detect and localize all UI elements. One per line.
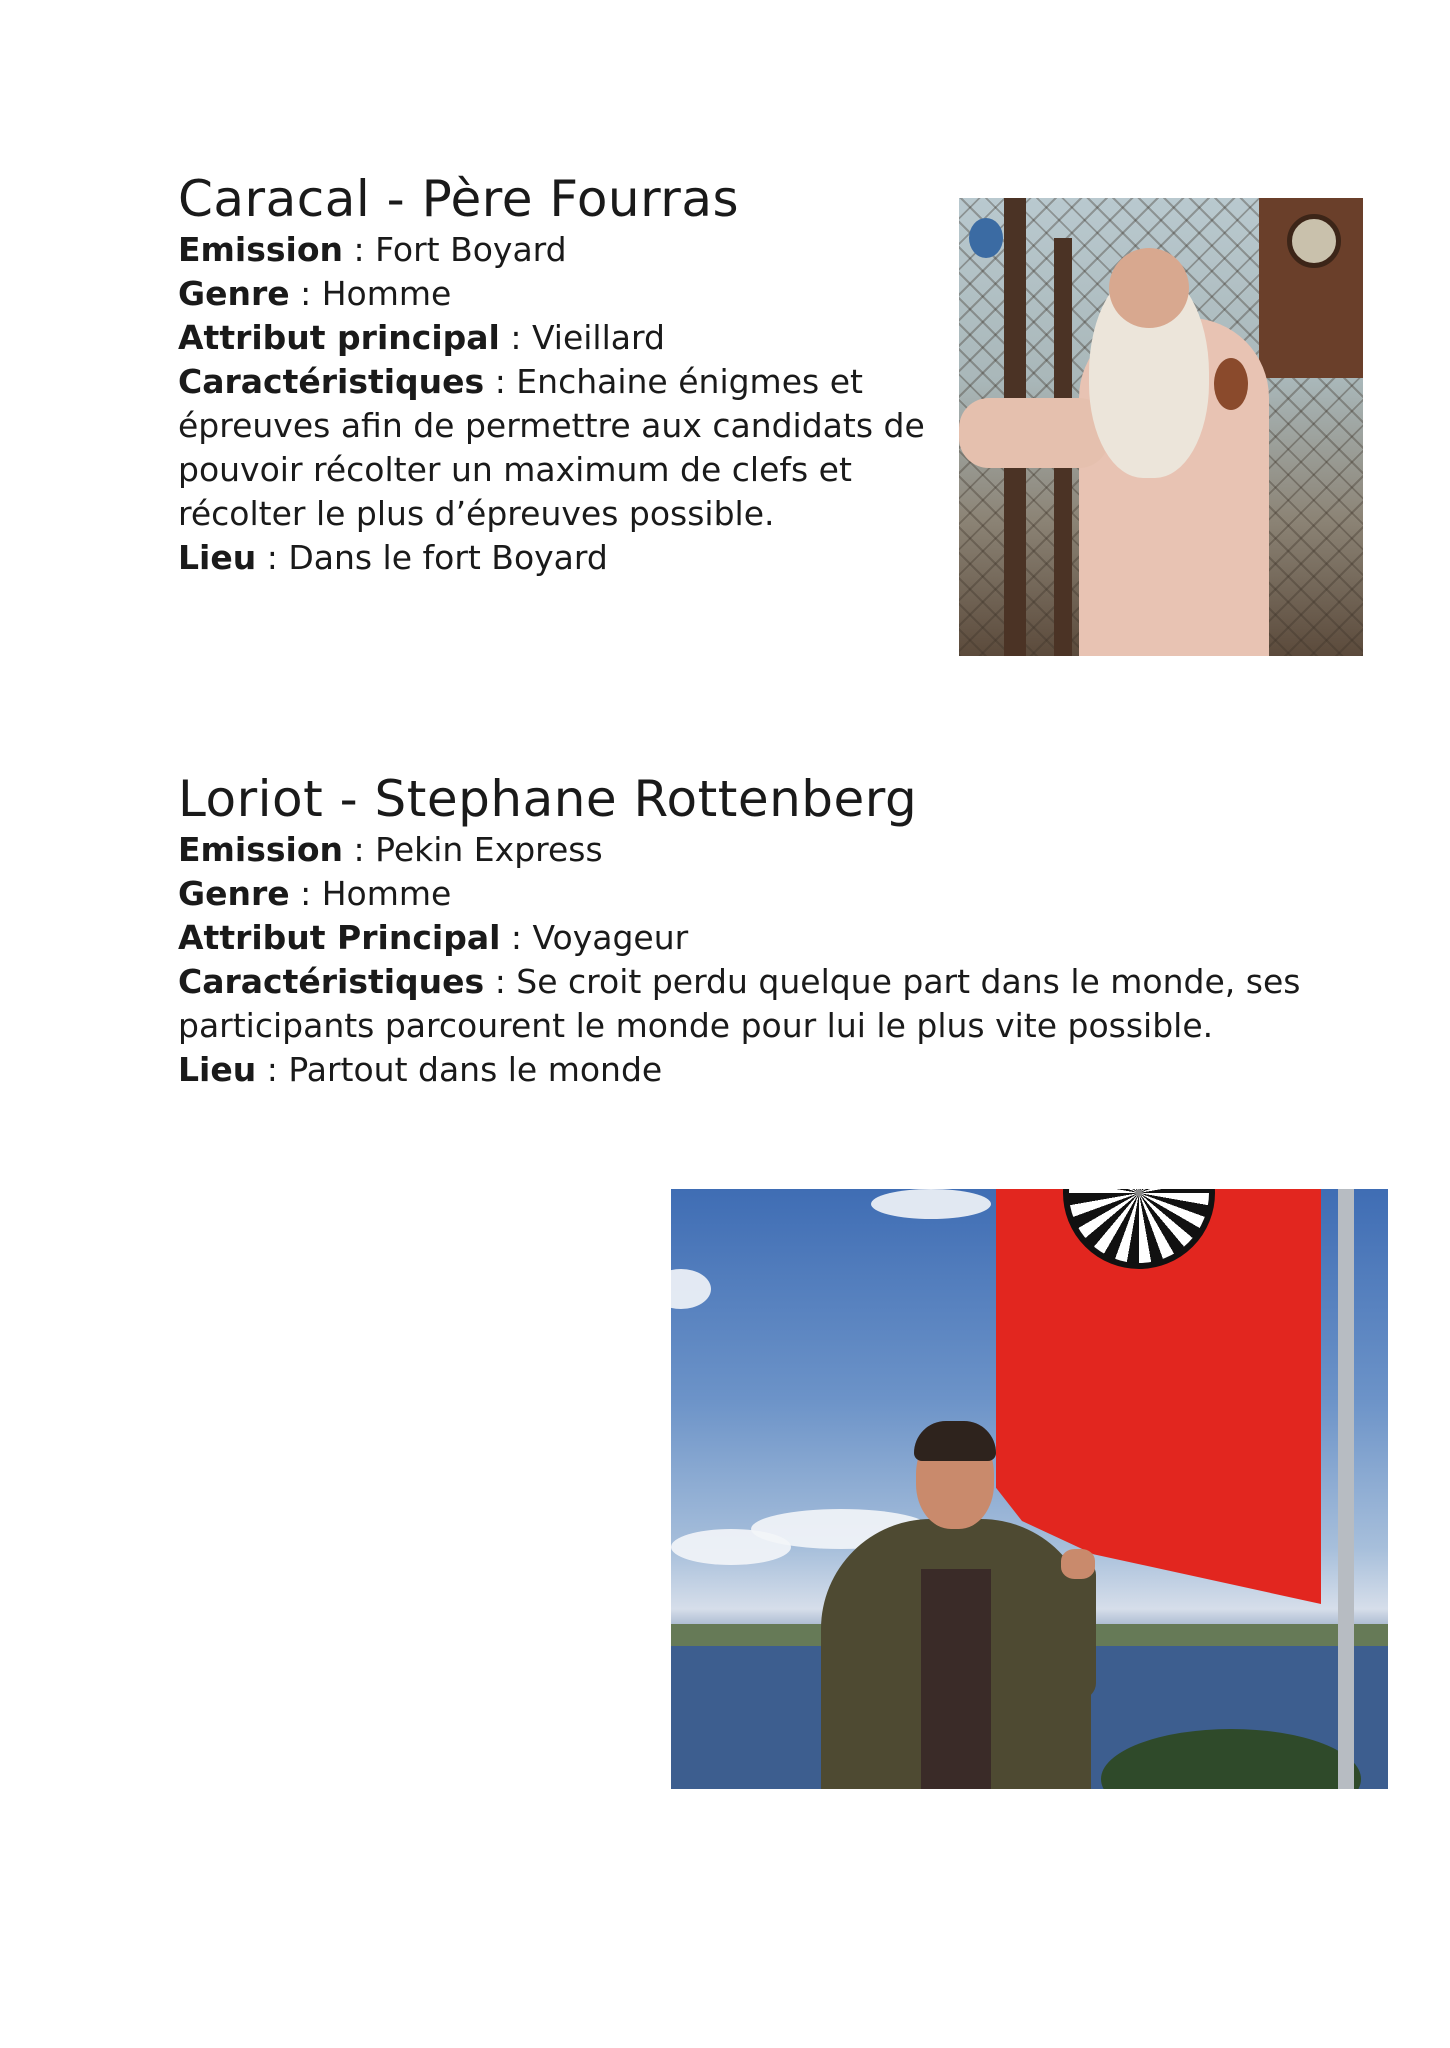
field-value: : Enchaine énigmes et épreuves afin de permettre aux candidats de pouvoir récolter un maximum de clefs et récolter le plus d’épreuves possible. — [178, 362, 925, 533]
field-value: : Fort Boyard — [343, 230, 567, 269]
field-value: : Se croit perdu quelque part dans le monde, ses participants parcourent le monde pour lui le plus vite possible. — [178, 962, 1301, 1045]
cloud — [671, 1529, 791, 1565]
cloud — [671, 1269, 711, 1309]
hand — [1061, 1549, 1095, 1579]
field-lieu — [178, 536, 938, 580]
field-value: : Homme — [289, 274, 452, 313]
field-label: Caractéristiques — [178, 362, 485, 401]
photo-pere-fourras — [959, 198, 1363, 656]
field-value: : Pekin Express — [343, 830, 603, 869]
photo-stephane-rottenberg — [671, 1189, 1388, 1789]
field-emission — [178, 828, 1308, 872]
field-value: : Dans le fort Boyard — [256, 538, 608, 577]
field-genre — [178, 272, 938, 316]
cloud — [871, 1189, 991, 1219]
field-caracteristiques — [178, 360, 938, 536]
field-lieu — [178, 1048, 1308, 1092]
field-label: Attribut principal — [178, 318, 500, 357]
face — [1109, 248, 1189, 328]
field-attribut — [178, 916, 1308, 960]
field-genre — [178, 872, 1308, 916]
outstretched-arm — [959, 398, 1109, 468]
porthole — [1287, 214, 1341, 268]
person-shirt — [921, 1569, 991, 1789]
field-label: Lieu — [178, 1050, 257, 1089]
field-label: Genre — [178, 874, 290, 913]
field-value: : Partout dans le monde — [256, 1050, 663, 1089]
field-label: Genre — [178, 274, 290, 313]
field-value: : Vieillard — [499, 318, 665, 357]
raised-arm — [1056, 1559, 1096, 1699]
field-label: Attribut Principal — [178, 918, 501, 957]
character-title: Loriot - Stephane Rottenberg — [178, 770, 918, 828]
flag-pole — [1338, 1189, 1354, 1789]
character-title: Caracal - Père Fourras — [178, 170, 740, 228]
character-card-caracal — [178, 170, 938, 580]
field-label: Emission — [178, 830, 343, 869]
hanging-orb — [1214, 358, 1248, 410]
field-label: Caractéristiques — [178, 962, 485, 1001]
person-hair — [914, 1421, 996, 1461]
field-attribut — [178, 316, 938, 360]
field-label: Emission — [178, 230, 343, 269]
field-value: : Voyageur — [500, 918, 689, 957]
field-caracteristiques — [178, 960, 1308, 1048]
field-emission — [178, 228, 938, 272]
field-label: Lieu — [178, 538, 257, 577]
field-value: : Homme — [289, 874, 452, 913]
blue-lamp — [969, 218, 1003, 258]
character-card-loriot — [178, 770, 1308, 1092]
